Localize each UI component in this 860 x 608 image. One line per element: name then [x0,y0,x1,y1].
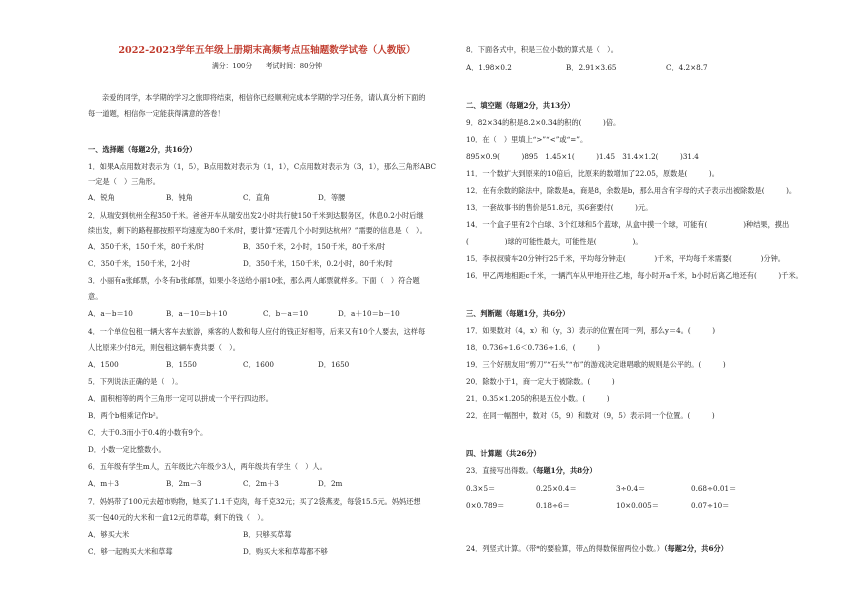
q7-option-d: D．购买大米和草莓都不够 [243,547,328,556]
calc-8: 0.07÷10＝ [691,501,730,510]
question-7-line-1: 7．妈妈带了100元去超市购物，她买了1.1千克肉，每千克32元；买了2袋燕麦，每袋15.5元。妈妈还想 [88,497,421,506]
question-21: 21．0.35×1.205的积是五位小数。( ) [466,394,610,403]
question-24 [466,544,728,553]
q6-option-c: C．2m＋3 [243,479,279,488]
question-19: 19．三个好朋友用“剪刀”“石头”“布”的游戏决定谁唱歌的规则是公平的。( ) [466,360,726,369]
q3-option-d: D．a＋10＝b－10 [338,309,400,318]
calc-7: 10×0.005＝ [616,501,659,510]
question-3-line-2: 意。 [88,292,103,301]
q3-option-a: A．a－b＝10 [88,309,133,318]
question-4-line-1: 4．一个单位包租一辆大客车去旅游，乘客的人数和每人应付的钱正好相等，后来又有10个人要去，这样每 [88,327,426,336]
question-13: 13．一套故事书的售价是51.8元，买6套要付( )元。 [466,203,653,212]
question-4-line-2: 人比原来少付8元，则包租这辆车费共要（ ）。 [88,343,240,352]
section-choice: 一、选择题（每题2分，共16分） [88,145,197,154]
calc-3: 3÷0.4＝ [616,484,646,493]
q2-option-c: C．350千米，150千米，2小时 [88,259,191,268]
q1-option-c: C．直角 [243,193,271,202]
question-1-line-2: 一定是（ ）三角形。 [88,177,160,186]
question-8: 8．下面各式中，积是三位小数的算式是（ ）。 [466,45,618,54]
question-23-note: （每题1分，共8分） [532,466,597,475]
q4-option-d: D．1650 [318,360,350,369]
question-6: 6．五年级有学生m人，五年级比六年级少3人，两年级共有学生（ ）人。 [88,462,327,471]
q6-option-b: B．2m－3 [166,479,202,488]
question-10-items: 895×0.9( )895 1.45×1( )1.45 31.4×1.2( )31.4 [466,152,699,161]
q4-option-b: B．1550 [166,360,197,369]
q2-option-d: D．350千米，150千米，0.2小时，80千米/时 [243,259,393,268]
q1-option-b: B．钝角 [166,193,193,202]
question-23 [466,466,597,475]
question-10: 10．在（ ）里填上“>”“<”或“=”。 [466,135,588,144]
paper-meta: 满分：100分 考试时间：80分钟 [212,62,322,70]
question-9: 9．82×34的积是8.2×0.34的积的( )倍。 [466,118,621,127]
question-24-text: 24．列竖式计算。（带*的要验算，带△的得数保留两位小数。） [466,544,664,553]
q7-option-a: A．够买大米 [88,530,130,539]
q5-option-d: D．小数一定比整数小。 [88,445,166,454]
question-22: 22．在同一幅图中，数对（5，9）和数对（9，5）表示同一个位置。( ) [466,411,715,420]
calc-5: 0×0.789＝ [466,501,505,510]
question-12: 12．在有余数的除法中，除数是a，商是8，余数是b，那么用含有字母的式子表示出被除数是( )。 [466,186,797,195]
question-20: 20．除数小于1，商一定大于被除数。( ) [466,377,615,386]
paper-title: 2022-2023学年五年级上册期末高频考点压轴题数学试卷（人教版） [118,45,416,56]
question-11: 11．一个数扩大到原来的10倍后，比原来的数增加了22.05，原数是( )。 [466,169,719,178]
q5-option-c: C．大于0.3而小于0.4的小数有9个。 [88,428,208,437]
question-5: 5．下列说法正确的是（ ）。 [88,377,183,386]
question-14-line-2: ( )球的可能性最大，可能性是( )。 [466,237,643,246]
calc-6: 0.18÷6＝ [536,501,570,510]
question-2-line-2: 续出发，剩下的路程都按照平均速度为80千米/时，要计算“还需几个小时到达杭州？”需要的信息是（ ）。 [88,226,427,235]
section-fill: 二、填空题（每题2分，共13分） [466,101,575,110]
question-24-note: （每题2分，共6分） [663,544,728,553]
question-7-line-2: 买一包40元的大米和一盒12元的草莓，剩下的钱（ ）。 [88,513,269,522]
calc-4: 0.68÷0.01＝ [691,484,737,493]
q4-option-c: C．1600 [243,360,274,369]
q8-option-b: B．2.91×3.65 [566,63,617,72]
calc-1: 0.3×5＝ [466,484,496,493]
q3-option-c: C．b－a＝10 [263,309,309,318]
q2-option-a: A．350千米，150千米，80千米/时 [88,242,205,251]
q5-option-b: B．两个b相乘记作b²。 [88,411,163,420]
q1-option-d: D．等腰 [318,193,346,202]
question-1-line-1: 1．如果A点用数对表示为（1，5），B点用数对表示为（1，1），C点用数对表示为（3，1），那么三角形ABC [88,162,436,171]
question-14-line-1: 14．一个盒子里有2个白球、3个红球和5个蓝球，从盒中摸一个球，可能有( )种结果，摸出 [466,220,790,229]
q4-option-a: A．1500 [88,360,119,369]
q7-option-c: C．够一起购买大米和草莓 [88,547,173,556]
question-3-line-1: 3．小丽有a张邮票，小冬有b张邮票，如果小冬送给小丽10张，那么两人邮票就样多。下面（ ）符合题 [88,276,420,285]
question-23-text: 23．直接写出得数。 [466,466,533,475]
q2-option-b: B．350千米，2小时，150千米，80千米/时 [243,242,386,251]
q3-option-b: B．a－10＝b＋10 [166,309,228,318]
question-2-line-1: 2．从瑞安到杭州全程350千米。爸爸开车从瑞安出发2小时共行驶150千米到达服务区，休息0.2小时后继 [88,211,424,220]
question-15: 15．李叔叔骑车20分钟行25千米，平均每分钟走( )千米，平均每千米需要( )分钟。 [466,254,785,263]
section-judge: 三、判断题（每题1分，共6分） [466,309,570,318]
section-calc: 四、计算题（共26分） [466,449,541,458]
q1-option-a: A．锐角 [88,193,115,202]
q8-option-a: A．1.98×0.2 [466,63,512,72]
q6-option-d: D．2m [318,479,343,488]
q6-option-a: A．m＋3 [88,479,119,488]
question-18: 18．0.736÷1.6＜0.736÷1.6．( ) [466,343,600,352]
q8-option-c: C．4.2×8.7 [666,63,708,72]
calc-2: 0.25×0.4＝ [536,484,577,493]
question-17: 17．如果数对（4，x）和（y，3）表示的位置在同一列，那么y＝4。( ) [466,326,716,335]
question-16: 16．甲乙两地相距c千米，一辆汽车从甲地开往乙地，每小时开a千米，b小时后离乙地还有( )千米。 [466,271,803,280]
intro-line-2: 每一道题，相信你一定能获得满意的答卷！ [88,109,225,118]
q5-option-a: A．面积相等的两个三角形一定可以拼成一个平行四边形。 [88,394,273,403]
intro-line-1: 亲爱的同学，本学期的学习之旅即将结束，相信你已经顺利完成本学期的学习任务，请认真分析下面的 [102,93,426,102]
q7-option-b: B．只够买草莓 [243,530,292,539]
